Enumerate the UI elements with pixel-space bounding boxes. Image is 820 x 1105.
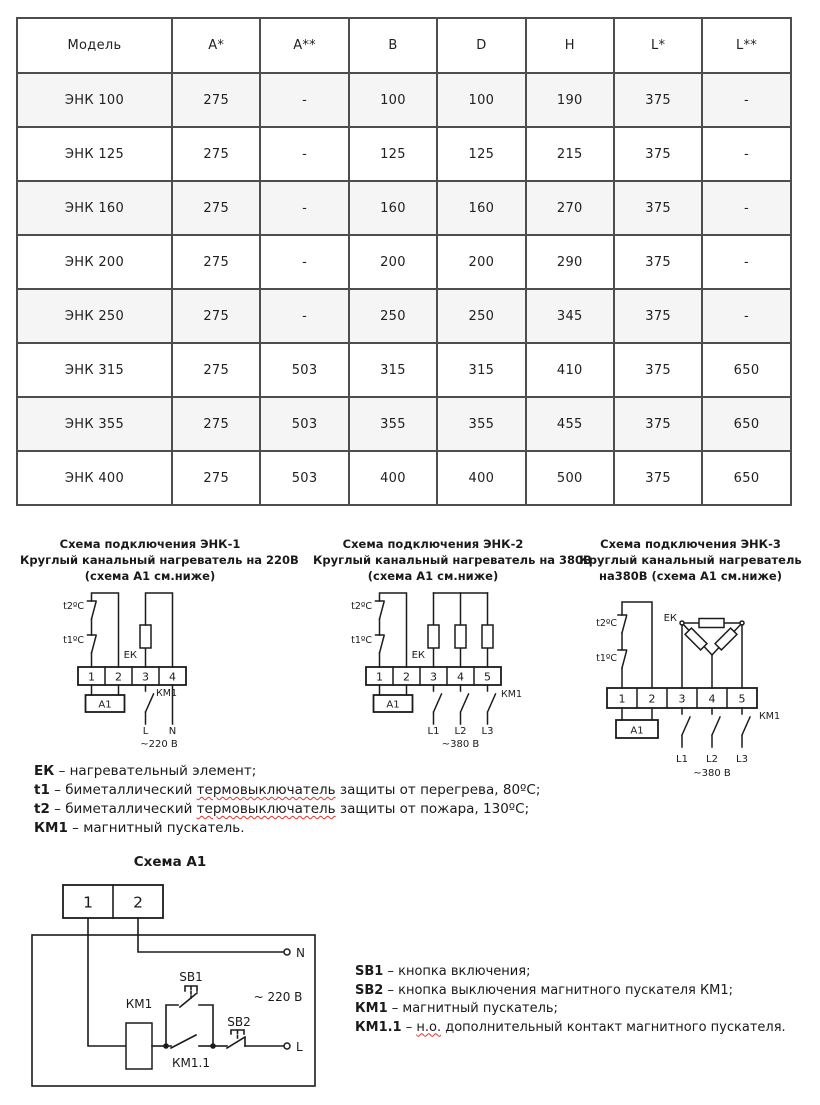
legend-key: КМ1	[34, 820, 68, 836]
neutral-wire	[138, 918, 290, 955]
diagram2-title-line2: Круглый канальный нагреватель на 380В	[313, 553, 592, 567]
table-cell: 650	[702, 451, 790, 505]
table-cell: 375	[614, 451, 702, 505]
table-header-cell: Модель	[17, 18, 172, 73]
table-cell: -	[702, 73, 790, 127]
terminal-label: 2	[403, 670, 410, 684]
table-cell: -	[260, 127, 348, 181]
legend-key: ЕК	[34, 763, 55, 779]
t2-label: t2ºC	[63, 601, 84, 612]
schema-a1-schematic	[25, 878, 335, 1093]
table-cell: 125	[437, 127, 525, 181]
table-cell: 500	[526, 451, 614, 505]
table-cell: 503	[260, 397, 348, 451]
a1-module	[616, 708, 658, 738]
table-cell: 125	[349, 127, 437, 181]
coil-circuit	[88, 918, 166, 1069]
terminal-label: 2	[133, 893, 143, 912]
table-cell: 375	[614, 181, 702, 235]
terminal-block	[607, 688, 757, 708]
n-terminal-point	[284, 949, 290, 955]
diagram2-title-line1: Схема подключения ЭНК-2	[342, 537, 524, 551]
voltage-label: ~220 В	[140, 739, 178, 750]
voltage-label: ~380 В	[693, 768, 731, 779]
table-row	[17, 451, 791, 505]
table-cell: 275	[172, 289, 260, 343]
table-cell: 200	[437, 235, 525, 289]
table-row	[17, 235, 791, 289]
table-cell: 215	[526, 127, 614, 181]
table-row	[17, 181, 791, 235]
t2-label: t2ºC	[596, 618, 617, 629]
heater-element-symbol	[482, 625, 493, 648]
table-cell: 100	[437, 73, 525, 127]
heater-star-bank	[428, 593, 493, 667]
legend-key: SB2	[355, 982, 384, 998]
t1-label: t1ºC	[63, 635, 84, 646]
table-cell: 375	[614, 73, 702, 127]
terminal-label: 1	[618, 692, 626, 706]
table-header-cell: L**	[702, 18, 790, 73]
terminal-label: 5	[738, 692, 746, 706]
heater-delta-bank	[680, 619, 744, 689]
heater-element-symbol	[685, 628, 707, 650]
terminal-label: 2	[115, 670, 122, 684]
t2-label: t2ºC	[351, 601, 372, 612]
schema-a1-title: Схема А1	[133, 854, 207, 870]
heater-loop	[140, 593, 173, 667]
table-cell: 345	[526, 289, 614, 343]
sb1-branch	[166, 986, 213, 1046]
a1-box-label: А1	[98, 699, 112, 711]
terminal-block	[78, 667, 186, 685]
table-cell: 355	[349, 397, 437, 451]
table-cell: 650	[702, 397, 790, 451]
table-cell: -	[260, 73, 348, 127]
legend-item: SB2 – кнопка выключения магнитного пускателя КМ1;	[355, 982, 734, 998]
terminal-label: 1	[83, 893, 93, 912]
l-label: L	[296, 1040, 303, 1054]
legend-item: t1 – биметаллический термовыключатель защиты от перегрева, 80ºС;	[34, 782, 541, 798]
table-cell: 250	[349, 289, 437, 343]
misspelled-word: термовыключатель	[196, 801, 336, 817]
table-cell: 355	[437, 397, 525, 451]
legend-item: t2 – биметаллический термовыключатель защиты от пожара, 130ºС;	[34, 801, 530, 817]
terminal-label: 4	[708, 692, 716, 706]
terminal-block	[63, 885, 163, 918]
l-terminal-point	[284, 1043, 290, 1049]
table-header-cell: L*	[614, 18, 702, 73]
phase-label: L	[142, 726, 149, 737]
table-cell: 503	[260, 343, 348, 397]
table-cell: 275	[172, 343, 260, 397]
table-cell: -	[702, 289, 790, 343]
table-cell: 250	[437, 289, 525, 343]
table-cell: 315	[349, 343, 437, 397]
legend-key: t1	[34, 782, 50, 798]
dimensions-table	[16, 17, 792, 506]
table-cell: 290	[526, 235, 614, 289]
diagram3-title-line2: Круглый канальный нагреватель	[579, 553, 802, 567]
table-cell: 275	[172, 451, 260, 505]
heater-element-symbol	[140, 625, 151, 648]
table-cell: 455	[526, 397, 614, 451]
km1-label: КМ1	[759, 711, 780, 722]
a1-box-label: А1	[386, 699, 400, 711]
table-cell: ЭНК 100	[17, 73, 172, 127]
km1-coil-label: КМ1	[125, 997, 153, 1011]
thermal-switch-loop	[376, 593, 407, 667]
table-header-cell: A**	[260, 18, 348, 73]
table-cell: 275	[172, 397, 260, 451]
terminal-label: 4	[457, 670, 464, 684]
terminal-label: 3	[142, 670, 149, 684]
table-cell: 100	[349, 73, 437, 127]
table-cell: -	[702, 235, 790, 289]
legend-item: SB1 – кнопка включения;	[355, 964, 531, 979]
km1-contacts	[682, 708, 750, 747]
diagram3-title-line3: на380В (схема А1 см.ниже)	[599, 569, 782, 583]
km1-label: КМ1	[156, 688, 177, 699]
terminal-label: 1	[88, 670, 95, 684]
diagram2-title	[313, 536, 592, 584]
table-cell: ЭНК 355	[17, 397, 172, 451]
ek-label: ЕК	[411, 650, 425, 661]
table-cell: 375	[614, 289, 702, 343]
table-cell: 400	[349, 451, 437, 505]
table-cell: ЭНК 250	[17, 289, 172, 343]
phase-label: L2	[454, 726, 467, 737]
table-cell: ЭНК 200	[17, 235, 172, 289]
km1-contacts	[434, 685, 496, 724]
sb1-label: SB1	[179, 970, 203, 984]
table-cell: 190	[526, 73, 614, 127]
table-cell: ЭНК 125	[17, 127, 172, 181]
table-cell: 503	[260, 451, 348, 505]
diagram1-title-line2: Круглый канальный нагреватель на 220В	[20, 553, 299, 567]
table-cell: -	[260, 181, 348, 235]
table-cell: -	[260, 289, 348, 343]
table-row	[17, 289, 791, 343]
diagram1-title	[20, 536, 299, 584]
terminal-label: 1	[376, 670, 383, 684]
table-cell: 375	[614, 235, 702, 289]
components-legend	[34, 762, 540, 838]
legend-key: t2	[34, 801, 50, 817]
table-row	[17, 73, 791, 127]
table-cell: 650	[702, 343, 790, 397]
table-cell: 375	[614, 397, 702, 451]
heater-element-symbol	[428, 625, 439, 648]
a1-module	[86, 685, 125, 712]
table-header-cell: D	[437, 18, 525, 73]
phase-label: L3	[736, 754, 748, 765]
diagram2-schematic	[330, 585, 560, 765]
diagram1-title-line1: Схема подключения ЭНК-1	[59, 537, 241, 551]
legend-key: КМ1	[355, 1001, 388, 1016]
table-row	[17, 343, 791, 397]
table-header-cell: H	[526, 18, 614, 73]
diagram3-schematic	[593, 585, 820, 790]
table-cell: 160	[349, 181, 437, 235]
km11-contact	[166, 1035, 213, 1048]
legend-key: SB1	[355, 964, 384, 979]
heater-element-symbol	[455, 625, 466, 648]
table-cell: -	[702, 181, 790, 235]
schema-a1-legend	[355, 963, 786, 1037]
km1-label: КМ1	[501, 689, 522, 700]
sb2-contact	[213, 1030, 284, 1048]
terminal-label: 3	[430, 670, 437, 684]
phase-label: L3	[481, 726, 494, 737]
table-cell: 275	[172, 127, 260, 181]
km11-label: КМ1.1	[172, 1056, 210, 1070]
thermal-switch-loop	[618, 602, 652, 688]
table-cell: 200	[349, 235, 437, 289]
legend-item: КМ1 – магнитный пускатель;	[355, 1001, 558, 1016]
table-row	[17, 127, 791, 181]
table-header-row	[17, 18, 791, 73]
diagram3-title-line1: Схема подключения ЭНК-3	[600, 537, 781, 551]
table-cell: 375	[614, 127, 702, 181]
t1-label: t1ºC	[596, 653, 617, 664]
table-cell: 315	[437, 343, 525, 397]
table-cell: ЭНК 315	[17, 343, 172, 397]
table-cell: 375	[614, 343, 702, 397]
legend-item: ЕК – нагревательный элемент;	[34, 763, 257, 779]
voltage-label: ~ 220 В	[253, 990, 303, 1004]
diagram1-schematic	[20, 585, 240, 765]
terminal-label: 2	[648, 692, 656, 706]
table-cell: 410	[526, 343, 614, 397]
diagram1-title-line3: (схема А1 см.ниже)	[84, 569, 216, 583]
table-cell: -	[702, 127, 790, 181]
misspelled-word: н.о.	[416, 1019, 442, 1035]
t1-label: t1ºC	[351, 635, 372, 646]
diagram2-title-line3: (схема А1 см.ниже)	[367, 569, 499, 583]
phase-label: N	[168, 726, 177, 737]
heater-element-symbol	[699, 619, 724, 628]
ek-label: ЕК	[663, 613, 677, 624]
table-cell: 400	[437, 451, 525, 505]
table-cell: 270	[526, 181, 614, 235]
terminal-block	[366, 667, 501, 685]
phase-label: L2	[706, 754, 718, 765]
terminal-label: 5	[484, 670, 491, 684]
table-body	[17, 73, 791, 505]
table-row	[17, 397, 791, 451]
n-label: N	[296, 946, 305, 960]
heater-element-symbol	[715, 628, 737, 650]
terminal-label: 4	[169, 670, 176, 684]
table-cell: ЭНК 400	[17, 451, 172, 505]
a1-module	[374, 685, 413, 712]
table-cell: 160	[437, 181, 525, 235]
sb2-label: SB2	[227, 1015, 251, 1029]
phase-label: L1	[676, 754, 688, 765]
table-cell: 275	[172, 235, 260, 289]
legend-key: КМ1.1	[355, 1019, 402, 1035]
diagram3-title	[578, 536, 803, 584]
table-header-cell: A*	[172, 18, 260, 73]
voltage-label: ~380 В	[441, 739, 480, 750]
misspelled-word: термовыключатель	[196, 782, 336, 798]
table-cell: -	[260, 235, 348, 289]
km1-coil	[126, 1023, 152, 1069]
thermal-switch-loop	[88, 593, 119, 667]
legend-item: КМ1.1 – н.о. дополнительный контакт магнитного пускателя.	[355, 1019, 786, 1035]
table-cell: ЭНК 160	[17, 181, 172, 235]
table-cell: 275	[172, 181, 260, 235]
a1-box-label: А1	[630, 725, 644, 737]
table-header-cell: B	[349, 18, 437, 73]
terminal-label: 3	[678, 692, 686, 706]
phase-label: L1	[427, 726, 440, 737]
legend-item: КМ1 – магнитный пускатель.	[34, 820, 245, 836]
table-cell: 275	[172, 73, 260, 127]
ek-label: ЕК	[123, 650, 137, 661]
